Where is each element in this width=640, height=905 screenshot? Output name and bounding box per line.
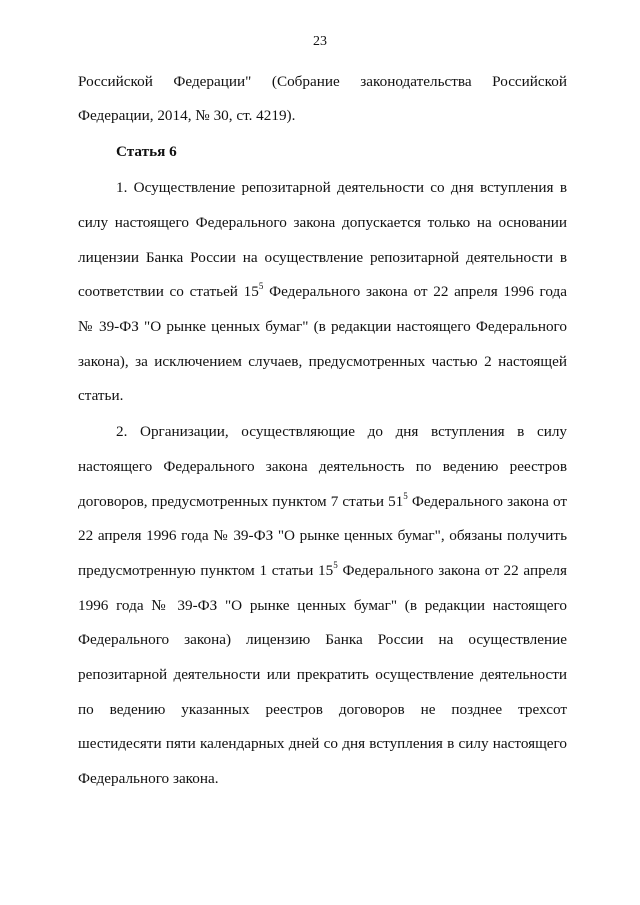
para2-line-3-pre: договоров, предусмотренных пунктом 7 статьи 51	[78, 493, 404, 510]
para1-line-5: № 39-ФЗ "О рынке ценных бумаг" (в редакции настоящего Федерального	[78, 318, 567, 335]
para1-line-7: статьи.	[78, 387, 124, 404]
para1-line-6: закона), за исключением случаев, предусмотренных частью 2 настоящей	[78, 353, 567, 370]
para1-line-1: 1. Осуществление репозитарной деятельности со дня вступления в	[116, 179, 567, 196]
para1-line-3: лицензии Банка России на осуществление репозитарной деятельности в	[78, 249, 567, 266]
para2-line-8: репозитарной деятельности или прекратить осуществление деятельности	[78, 666, 567, 683]
page-number: 23	[313, 34, 327, 49]
para1-line-4-pre: соответствии со статьей 15	[78, 283, 259, 300]
para2-line-1: 2. Организации, осуществляющие до дня вступления в силу	[116, 423, 567, 440]
para2-line-11: Федерального закона.	[78, 770, 219, 787]
para2-line-4: 22 апреля 1996 года № 39-ФЗ "О рынке ценных бумаг", обязаны получить	[78, 527, 567, 544]
para2-line-2: настоящего Федерального закона деятельность по ведению реестров	[78, 458, 567, 475]
para2-line-9: по ведению указанных реестров договоров не позднее трехсот	[78, 701, 567, 718]
para1-line-4	[78, 280, 568, 301]
para1-line-4-post: Федерального закона от 22 апреля 1996 года	[263, 283, 568, 300]
para2-line-7: Федерального закона) лицензию Банка России на осуществление	[78, 631, 567, 648]
para2-line-5	[78, 559, 567, 580]
para2-line-5-post: Федерального закона от 22 апреля	[337, 562, 567, 579]
article-heading: Статья 6	[116, 143, 177, 160]
para1-line-2: силу настоящего Федерального закона допускается только на основании	[78, 214, 567, 231]
intro-line-1: Российской Федерации" (Собрание законодательства Российской	[78, 73, 567, 90]
para2-line-3	[78, 490, 567, 511]
intro-line-2: Федерации, 2014, № 30, ст. 4219).	[78, 107, 296, 124]
para2-line-10: шестидесяти пяти календарных дней со дня вступления в силу настоящего	[78, 735, 567, 752]
para1-line-4-sup: 5	[258, 280, 264, 291]
para2-line-3-sup: 5	[403, 490, 408, 501]
para2-line-6: 1996 года № 39-ФЗ "О рынке ценных бумаг" (в редакции настоящего	[78, 597, 567, 614]
para2-line-5-sup: 5	[333, 559, 338, 570]
para2-line-5-pre: предусмотренную пунктом 1 статьи 15	[78, 562, 334, 579]
para2-line-3-post: Федерального закона от	[407, 493, 567, 510]
